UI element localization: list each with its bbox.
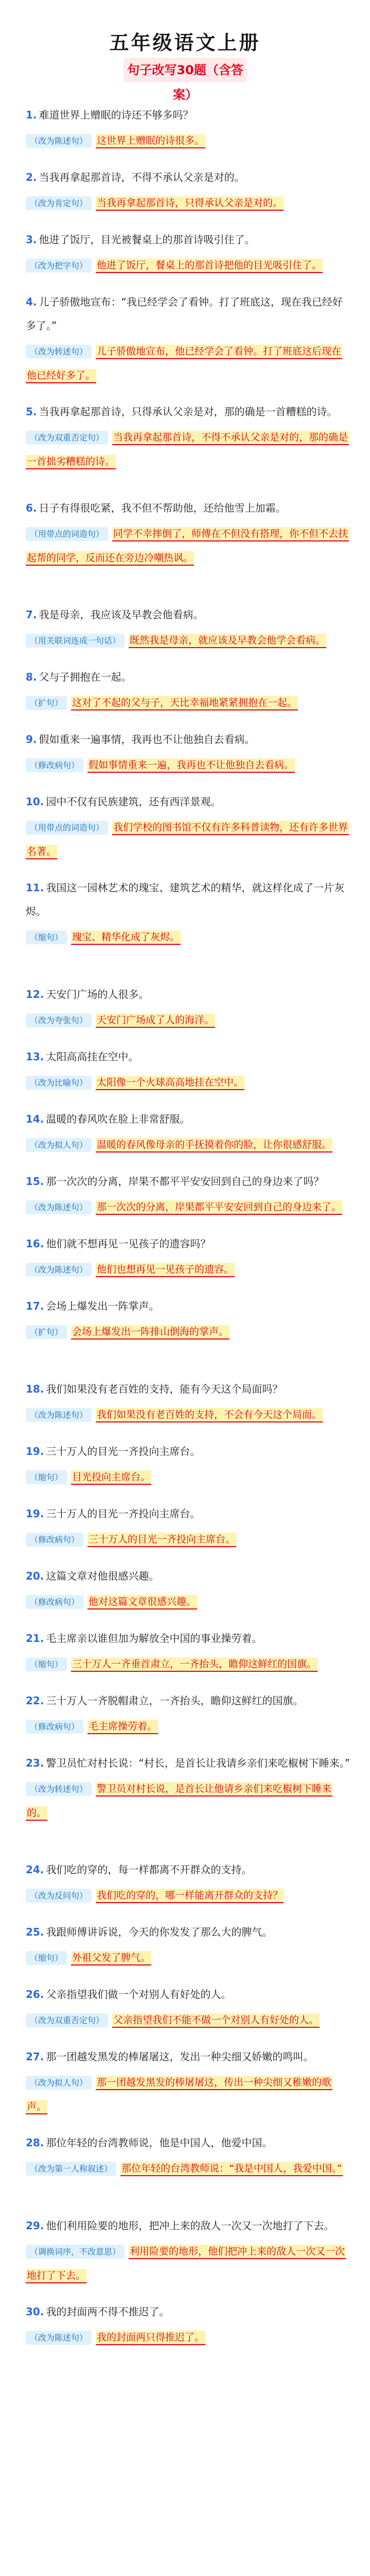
answer-line <box>26 1403 351 1427</box>
spacer <box>26 582 351 603</box>
question-sentence: 三十万人的目光一齐投向主席台。 <box>46 1507 201 1520</box>
question-number: 5. <box>26 405 37 418</box>
spacer <box>26 2193 351 2214</box>
question-sentence: 那一团越发黑发的棒屠屠这，发出一种尖细又娇嫩的鸣叫。 <box>46 2050 314 2063</box>
question-number: 7. <box>26 608 37 621</box>
instruction-tag: （缩句） <box>26 1657 67 1671</box>
question-sentence: 温暖的春风吹在脸上非常舒服。 <box>46 1113 190 1125</box>
question-item <box>26 1982 351 2032</box>
answer-line <box>26 1652 351 1676</box>
answer-line <box>26 1133 351 1157</box>
answer-text: 天安门广场成了人的海洋。 <box>96 1013 215 1028</box>
question-sentence: 他们利用险要的地形，把冲上来的敌人一次又一次地打了下去。 <box>46 2219 334 2232</box>
question-text <box>26 603 351 626</box>
question-item <box>26 2045 351 2119</box>
question-sentence: 毛主席亲以谁但加为解放全中国的事业操劳着。 <box>46 1632 262 1645</box>
question-sentence: 这篇文章对他很感兴趣。 <box>46 1570 160 1582</box>
question-item <box>26 103 351 153</box>
answer-line <box>26 691 351 715</box>
instruction-tag: （改为双重否定句） <box>26 431 108 445</box>
question-item <box>26 2300 351 2350</box>
answer-text: 目光投向主席台。 <box>71 1470 151 1485</box>
question-number: 28. <box>26 2137 44 2149</box>
answer-text: 瑰宝、精华化成了灰烬。 <box>71 930 181 945</box>
answer-line <box>26 1465 351 1489</box>
question-number: 9. <box>26 733 37 745</box>
answer-text: 太阳像一个火球高高地挂在空中。 <box>96 1076 244 1090</box>
question-number: 29. <box>26 2219 44 2232</box>
answer-line <box>26 2157 351 2181</box>
answer-text: 当我再拿起那首诗，不得不承认父亲是对的，那的确是一首拙劣糟糕的诗。 <box>26 431 349 469</box>
question-number: 26. <box>26 1988 44 2001</box>
question-number: 22. <box>26 1694 44 1707</box>
answer-line <box>26 522 351 570</box>
question-sentence: 父与子拥抱在一起。 <box>39 671 132 683</box>
instruction-tag: （修改病句） <box>26 1595 83 1609</box>
question-sentence: 会场上爆发出一阵掌声。 <box>46 1300 160 1312</box>
question-item <box>26 165 351 215</box>
answer-line <box>26 2071 351 2119</box>
question-text <box>26 496 351 520</box>
spacer <box>26 1837 351 1858</box>
question-sentence: 我们如果没有老百姓的支持，能有今天这个局面吗？ <box>46 1383 283 1395</box>
question-text <box>26 1107 351 1131</box>
answer-line <box>26 1320 351 1344</box>
answer-line <box>26 191 351 215</box>
answer-line <box>26 1195 351 1219</box>
instruction-tag: （扩句） <box>26 1325 67 1339</box>
answer-line <box>26 629 351 653</box>
question-text <box>26 2045 351 2069</box>
answer-line <box>26 129 351 153</box>
question-sentence: 假如重来一遍事情，我再也不让他独自去看病。 <box>39 733 255 745</box>
answer-text: 这对了不起的父与子，天比幸福地紧紧拥抱在一起。 <box>71 696 298 710</box>
question-text <box>26 1982 351 2006</box>
question-text <box>26 290 351 337</box>
question-text <box>26 1502 351 1526</box>
instruction-tag: （修改病句） <box>26 758 83 772</box>
answer-text: 我们吃的穿的，哪一样能离开群众的支持？ <box>96 1889 284 1903</box>
answer-text: 我的封面两只得推迟了。 <box>96 2331 205 2345</box>
question-item <box>26 2131 351 2181</box>
answer-line <box>26 253 351 278</box>
question-number: 25. <box>26 1926 44 1938</box>
instruction-tag: （修改病句） <box>26 1720 83 1734</box>
answer-line <box>26 426 351 473</box>
question-item <box>26 1920 351 1970</box>
instruction-tag: （改为陈述句） <box>26 134 92 148</box>
answer-line <box>26 1777 351 1825</box>
question-item <box>26 1107 351 1157</box>
instruction-tag: （用带点的词造句） <box>26 527 108 541</box>
question-number: 30. <box>26 2306 44 2318</box>
answer-line <box>26 925 351 950</box>
instruction-tag: （用关联词连成一句话） <box>26 634 125 648</box>
answer-text: 外祖父发了脾气。 <box>71 1951 151 1965</box>
answer-text: 警卫员对村长说，是首长让他请乡亲们来吃椒树下睡来的。 <box>26 1782 332 1821</box>
question-sentence: 难道世界上赠眠的诗还不够多吗？ <box>39 109 193 121</box>
question-text <box>26 1232 351 1256</box>
answer-text: 他进了饭厅，餐桌上的那首诗把他的目光吸引住了。 <box>96 259 323 273</box>
question-item <box>26 1232 351 1282</box>
question-item <box>26 496 351 570</box>
question-item <box>26 1502 351 1552</box>
question-item <box>26 290 351 387</box>
instruction-tag: （用带点的词造句） <box>26 821 108 835</box>
question-sentence: 我国这一园林艺术的瑰宝、建筑艺术的精华，就这样化成了一片灰烬。 <box>26 882 345 918</box>
question-item <box>26 727 351 777</box>
answer-text: 三十万人的目光一齐投向主席台。 <box>87 1533 236 1547</box>
question-item <box>26 1858 351 1908</box>
question-item <box>26 1377 351 1427</box>
answer-text: 同学不幸摔倒了，师傅在不但没有搭理，你不但不去扶起帮的同学，反而还在旁边冷嘲热讽。 <box>26 527 349 566</box>
question-number: 14. <box>26 1113 44 1125</box>
question-text <box>26 1858 351 1882</box>
instruction-tag: （改为转述句） <box>26 345 92 359</box>
question-text <box>26 1170 351 1193</box>
question-sentence: 日子有得很吃紧，我不但不帮助他，还给他雪上加霜。 <box>39 502 286 514</box>
question-item <box>26 400 351 473</box>
question-number: 10. <box>26 795 44 808</box>
instruction-tag: （修改病句） <box>26 1533 83 1547</box>
question-number: 20. <box>26 1570 44 1582</box>
question-text <box>26 1439 351 1463</box>
answer-text: 他们也想再见一见孩子的遗容。 <box>96 1263 235 1277</box>
question-text <box>26 2131 351 2155</box>
question-text <box>26 982 351 1006</box>
question-number: 11. <box>26 882 44 894</box>
question-sentence: 他进了饭厅，目光被餐桌上的那首诗吸引住了。 <box>39 233 255 246</box>
question-item <box>26 603 351 653</box>
question-number: 21. <box>26 1632 44 1645</box>
question-number: 15. <box>26 1175 44 1188</box>
question-text <box>26 1626 351 1650</box>
answer-text: 当我再拿起那首诗，只得承认父亲是对的。 <box>96 196 284 211</box>
instruction-tag: （改为拟人句） <box>26 2076 92 2090</box>
question-text <box>26 2214 351 2238</box>
answer-line <box>26 1071 351 1095</box>
answer-text: 这世界上赠眠的诗很多。 <box>96 134 205 148</box>
question-item <box>26 876 351 950</box>
question-sentence: 我跟师傅讲诉说，今天的你发发了那么大的脾气。 <box>46 1926 273 1938</box>
question-item <box>26 1751 351 1825</box>
question-item <box>26 982 351 1032</box>
page-subtitle: 句子改写30题（含答案） <box>124 58 247 82</box>
answer-text: 儿子骄傲地宣布，他已经学会了看钟。打了班底这后现在他已经好多了。 <box>26 345 342 383</box>
question-number: 19. <box>26 1507 44 1520</box>
instruction-tag: （缩句） <box>26 1951 67 1965</box>
instruction-tag: （改为双重否定句） <box>26 2013 108 2027</box>
question-number: 23. <box>26 1757 44 1769</box>
instruction-tag: （改为陈述句） <box>26 2331 92 2345</box>
question-number: 17. <box>26 1300 44 1312</box>
answer-text: 会场上爆发出一阵排山倒海的掌声。 <box>71 1325 230 1340</box>
question-number: 19. <box>26 1445 44 1458</box>
question-text <box>26 1377 351 1401</box>
answer-text: 父亲指望我们不能不做一个对别人有好处的人。 <box>112 2013 320 2028</box>
question-number: 1. <box>26 109 37 121</box>
answer-line <box>26 2240 351 2287</box>
answer-line <box>26 816 351 863</box>
instruction-tag: （改为转述句） <box>26 1782 92 1796</box>
answer-text: 毛主席操劳着。 <box>87 1720 158 1734</box>
answer-line <box>26 2326 351 2350</box>
answer-text: 既然我是母亲，就应该及早教会他学会看病。 <box>129 634 326 648</box>
question-item <box>26 2214 351 2287</box>
question-sentence: 父亲指望我们做一个对别人有好处的人。 <box>46 1988 232 2001</box>
question-sentence: 我们吃的穿的，每一样都离不开群众的支持。 <box>46 1863 252 1876</box>
page-title: 五年级语文上册 <box>109 31 261 54</box>
question-text <box>26 2300 351 2324</box>
question-text <box>26 1045 351 1069</box>
question-sentence: 园中不仅有民族建筑，还有西洋景观。 <box>46 795 221 808</box>
spacer <box>26 486 351 496</box>
question-sentence: 我的封面两不得不推迟了。 <box>46 2306 170 2318</box>
question-item <box>26 1439 351 1489</box>
answer-text: 利用险要的地形，他们把冲上来的敌人一次又一次地打了下去。 <box>26 2245 346 2283</box>
question-item <box>26 1294 351 1344</box>
answer-line <box>26 1258 351 1282</box>
question-sentence: 他们就不想再见一见孩子的遗容吗？ <box>46 1238 211 1250</box>
question-item <box>26 665 351 715</box>
question-sentence: 三十万人一齐脱帽肃立，一齐抬头，瞻仰这鲜红的国旗。 <box>46 1694 304 1707</box>
question-number: 27. <box>26 2050 44 2063</box>
spacer <box>26 962 351 982</box>
answer-line <box>26 340 351 387</box>
question-item <box>26 1689 351 1739</box>
answer-line <box>26 1008 351 1032</box>
answer-line <box>26 1528 351 1552</box>
question-text <box>26 165 351 189</box>
question-item <box>26 1170 351 1219</box>
question-item <box>26 1564 351 1614</box>
question-item <box>26 1045 351 1095</box>
answer-text: 那一团越发黑发的棒屠屠这，传出一种尖细又稚嫩的歌声。 <box>26 2076 332 2114</box>
question-text <box>26 1294 351 1318</box>
answer-line <box>26 2008 351 2032</box>
question-number: 2. <box>26 171 37 183</box>
instruction-tag: （改为夸张句） <box>26 1013 92 1027</box>
question-text <box>26 790 351 814</box>
instruction-tag: （缩句） <box>26 1470 67 1484</box>
question-sentence: 警卫员忙对村长说：“村长，是首长让我请乡亲们来吃椒树下睡来。” <box>46 1757 350 1769</box>
answer-line <box>26 1884 351 1908</box>
question-sentence: 那一次次的分离，岸果不都平平安安回到自己的身边来了吗？ <box>46 1175 324 1188</box>
question-item <box>26 790 351 863</box>
question-sentence: 天安门广场的人很多。 <box>46 988 149 1001</box>
question-sentence: 儿子骄傲地宣布：“我已经学会了看钟。打了班底这，现在我已经好多了。” <box>26 296 343 332</box>
answer-text: 假如事情重来一遍，我再也不让他独自去看病。 <box>87 758 295 773</box>
answer-text: 那一次次的分离，岸果都平平安安回到自己的身边来了。 <box>96 1200 342 1215</box>
question-list <box>26 103 351 2362</box>
question-number: 13. <box>26 1050 44 1063</box>
answer-text: 他对这篇文章很感兴趣。 <box>87 1595 197 1609</box>
instruction-tag: （改为陈述句） <box>26 1263 92 1277</box>
instruction-tag: （改为肯定句） <box>26 196 92 210</box>
instruction-tag: （缩句） <box>26 930 67 944</box>
answer-text: 三十万人一齐垂首肃立，一齐抬头，瞻仰这鲜红的国旗。 <box>71 1657 318 1672</box>
spacer <box>26 1357 351 1377</box>
answer-text: 我们如果没有老百姓的支持，不会有今天这个局面。 <box>96 1408 323 1422</box>
question-text <box>26 727 351 751</box>
instruction-tag: （改为反问句） <box>26 1889 92 1903</box>
question-number: 6. <box>26 502 37 514</box>
question-number: 16. <box>26 1238 44 1250</box>
instruction-tag: （改为把字句） <box>26 259 92 273</box>
question-text <box>26 1751 351 1775</box>
question-text <box>26 1920 351 1944</box>
instruction-tag: （改为比喻句） <box>26 1076 92 1090</box>
answer-line <box>26 1946 351 1970</box>
question-sentence: 当我再拿起那首诗，只得承认父亲是对，那的确是一首糟糕的诗。 <box>39 405 338 418</box>
question-sentence: 三十万人的目光一齐投向主席台。 <box>46 1445 201 1458</box>
question-text <box>26 876 351 923</box>
answer-line <box>26 753 351 777</box>
answer-line <box>26 1715 351 1739</box>
question-item <box>26 228 351 278</box>
answer-text: 温暖的春风像母亲的手抚摸着你的脸，让你很感舒服。 <box>96 1138 332 1153</box>
question-text <box>26 1564 351 1588</box>
question-number: 4. <box>26 296 37 308</box>
question-sentence: 太阳高高挂在空中。 <box>46 1050 139 1063</box>
question-sentence: 我是母亲，我应该及早教会他看病。 <box>39 608 204 621</box>
instruction-tag: （改为第一人称叙述） <box>26 2162 116 2176</box>
instruction-tag: （调换词序，不改意思） <box>26 2245 125 2259</box>
question-number: 18. <box>26 1383 44 1395</box>
question-text <box>26 400 351 423</box>
instruction-tag: （扩句） <box>26 696 67 710</box>
answer-text: 那位年轻的台湾教师说：“我是中国人，我爱中国。” <box>120 2162 343 2176</box>
question-number: 24. <box>26 1863 44 1876</box>
question-text <box>26 228 351 251</box>
question-sentence: 当我再拿起那首诗，不得不承认父亲是对的。 <box>39 171 245 183</box>
question-item <box>26 1626 351 1676</box>
instruction-tag: （改为陈述句） <box>26 1408 92 1422</box>
question-number: 12. <box>26 988 44 1001</box>
question-text <box>26 665 351 689</box>
question-text <box>26 1689 351 1713</box>
answer-text: 我们学校的图书馆不仅有许多科普读物，还有许多世界名著。 <box>26 821 349 859</box>
question-text <box>26 103 351 127</box>
instruction-tag: （改为拟人句） <box>26 1138 92 1152</box>
question-number: 8. <box>26 671 37 683</box>
question-number: 3. <box>26 233 37 246</box>
instruction-tag: （改为陈述句） <box>26 1200 92 1214</box>
answer-line <box>26 1590 351 1614</box>
question-sentence: 那位年轻的台湾教师说，他是中国人，他爱中国。 <box>46 2137 273 2149</box>
